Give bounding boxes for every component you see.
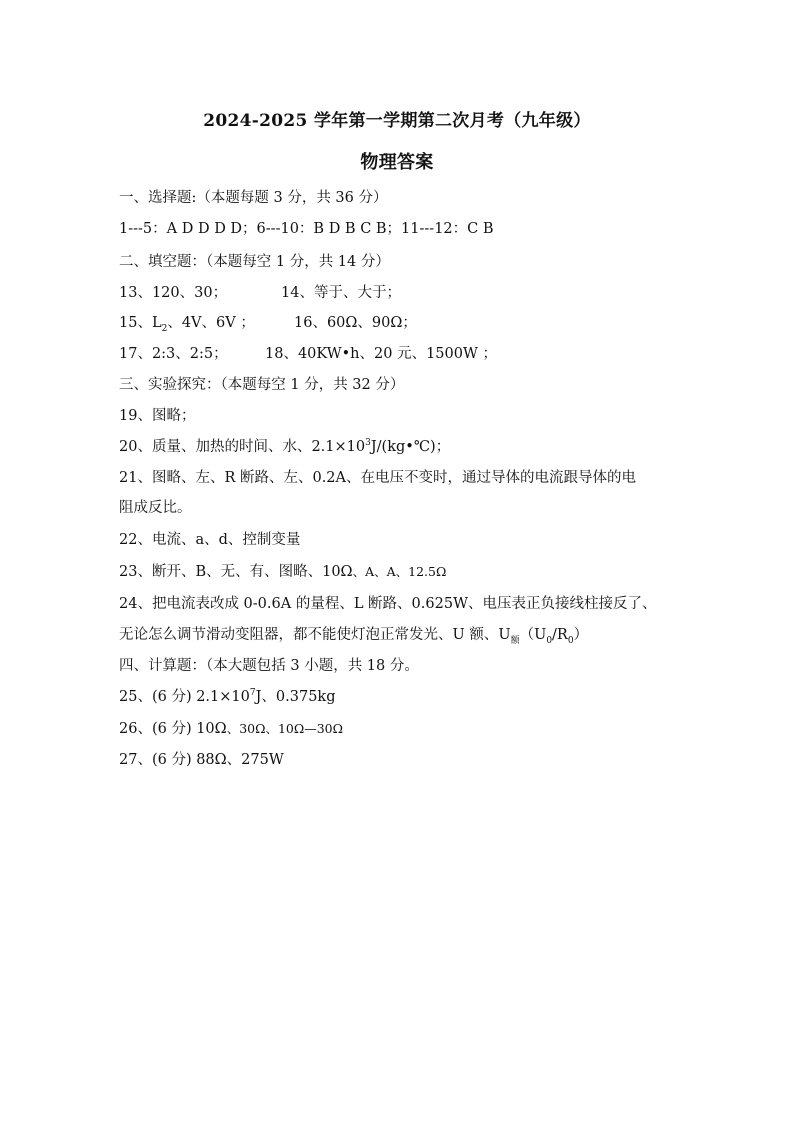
answer-14: 14、等于、大于； <box>281 285 401 301</box>
answer-16: 16、60Ω、90Ω； <box>294 315 417 331</box>
section-fill-heading: 二、填空题：（本题每空 1 分，共 14 分） <box>119 254 390 270</box>
answer-23: 23、断开、B、无、有、图略、10Ω、A、A、12.5Ω <box>119 564 447 580</box>
answer-26: 26、(6 分) 10Ω、30Ω、10Ω—30Ω <box>119 721 343 737</box>
page-subtitle: 物理答案 <box>360 152 434 173</box>
answer-24-line1: 24、把电流表改成 0-0.6A 的量程、L 断路、0.625W、电压表正负接线柱接反了、 <box>119 596 657 612</box>
answer-18: 18、40KW•h、20 元、1500W ； <box>265 346 497 362</box>
section-experiment-heading: 三、实验探究：（本题每空 1 分，共 32 分） <box>119 377 405 393</box>
answer-24-line2: 无论怎么调节滑动变阻器，都不能使灯泡正常发光、U 额、$U_额(U_0/R_0)$ <box>119 627 589 646</box>
answer-19: 19、图略； <box>119 408 196 424</box>
section-calc-heading: 四、计算题：（本大题包括 3 小题，共 18 分。 <box>119 658 419 674</box>
page-title: 2024-2025 学年第一学期第二次月考（九年级） <box>203 111 591 131</box>
answer-15: 15、$L_2$、4V、6V ； <box>119 315 255 334</box>
answer-27: 27、(6 分) 88Ω、275W <box>119 752 284 768</box>
answer-25: 25、(6 分) $2.1\times 10^7J$、0.375kg <box>119 688 336 705</box>
answer-22: 22、电流、a、d、控制变量 <box>119 532 301 548</box>
answer-13: 13、120、30； <box>119 285 228 301</box>
section-choice-heading: 一、选择题:（本题每题 3 分，共 36 分） <box>119 190 388 206</box>
answer-21-line1: 21、图略、左、R 断路、左、0.2A、在电压不变时，通过导体的电流跟导体的电 <box>119 470 637 486</box>
answer-21-line2: 阻成反比。 <box>119 500 192 516</box>
answer-17: 17、2:3、2:5； <box>119 346 228 362</box>
answer-1-12: 1---5：A D D D D；6---10：B D B C B；11---12：C B <box>119 221 494 237</box>
answer-20: 20、质量、加热的时间、水、$2.1\times 10^3J/(kg•℃)$； <box>119 438 451 455</box>
